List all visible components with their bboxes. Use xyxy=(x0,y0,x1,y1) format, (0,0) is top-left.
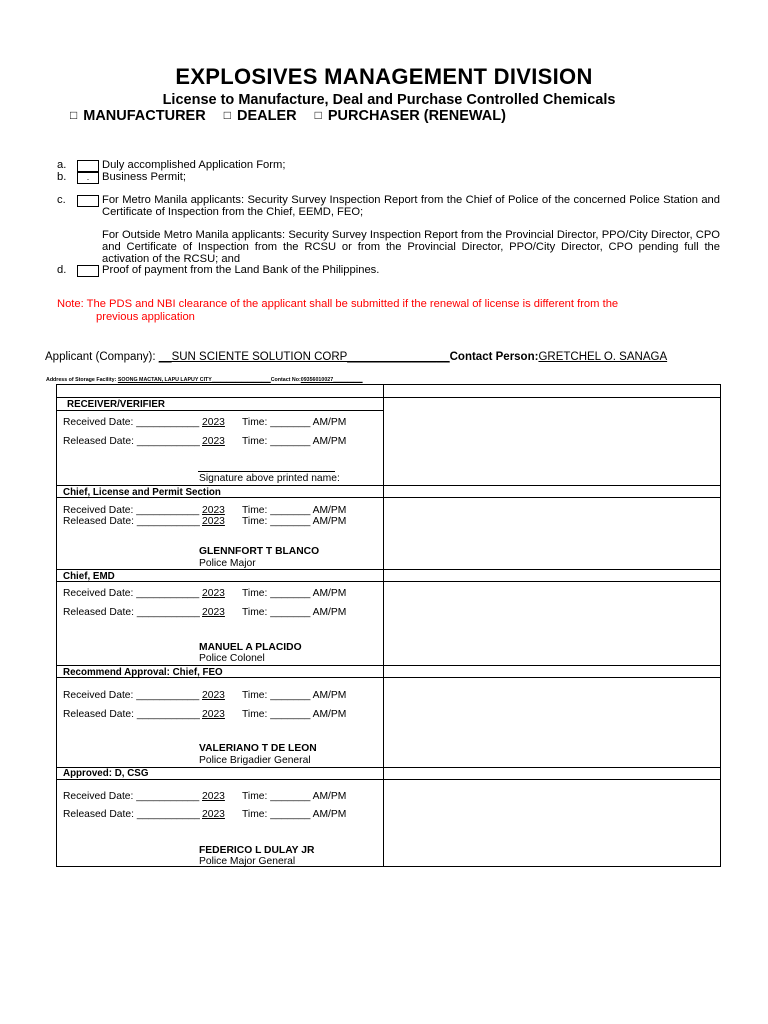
req-text: For Metro Manila applicants: Security Survey Inspection Report from the Chief of Police of the concerned Police Station and Certificate of Inspection from the Chief, EEMD, FEO; xyxy=(102,194,720,218)
released-row xyxy=(63,809,363,823)
officer-rank: Police Brigadier General xyxy=(199,755,311,766)
released-date-field[interactable]: Released Date: ___________ xyxy=(63,516,200,527)
released-row xyxy=(63,709,363,723)
officer-name: VALERIANO T DE LEON xyxy=(199,743,317,754)
received-row xyxy=(63,588,363,602)
time-field[interactable]: Time: _______ AM/PM xyxy=(242,809,347,820)
year-value: 2023 xyxy=(202,516,225,527)
time-field[interactable]: Time: _______ AM/PM xyxy=(242,436,347,447)
contact-person-field[interactable]: GRETCHEL O. SANAGA xyxy=(538,351,668,363)
contact-no-label: Contact No: xyxy=(270,377,301,383)
year-value: 2023 xyxy=(202,436,225,447)
time-field[interactable]: Time: _______ AM/PM xyxy=(242,505,347,516)
year-value: 2023 xyxy=(202,588,225,599)
option-purchaser-renewal[interactable]: □ PURCHASER (RENEWAL) xyxy=(314,108,506,124)
table-rule xyxy=(56,397,721,398)
req-text: Business Permit; xyxy=(102,171,186,183)
req-checkbox[interactable] xyxy=(77,195,99,207)
license-type-options xyxy=(70,108,520,124)
table-rule xyxy=(56,485,721,486)
time-field[interactable]: Time: _______ AM/PM xyxy=(242,690,347,701)
checkbox-icon: □ xyxy=(70,108,78,122)
received-row xyxy=(63,690,363,704)
table-rule xyxy=(56,779,721,780)
time-field[interactable]: Time: _______ AM/PM xyxy=(242,709,347,720)
received-date-field[interactable]: Received Date: ___________ xyxy=(63,791,200,802)
table-rule xyxy=(56,581,721,582)
signature-label: Signature above printed name: xyxy=(199,473,340,484)
released-date-field[interactable]: Released Date: ___________ xyxy=(63,709,200,720)
checkbox-icon: □ xyxy=(223,108,231,122)
req-checkbox[interactable]: . xyxy=(77,172,99,184)
table-rule xyxy=(56,410,384,411)
form-subtitle: License to Manufacture, Deal and Purchase Controlled Chemicals xyxy=(162,92,616,108)
req-text: Duly accomplished Application Form; xyxy=(102,159,286,171)
officer-rank: Police Major General xyxy=(199,856,296,867)
received-date-field[interactable]: Received Date: ___________ xyxy=(63,588,200,599)
time-field[interactable]: Time: _______ AM/PM xyxy=(242,588,347,599)
requirements-list xyxy=(0,158,768,278)
table-rule xyxy=(56,767,721,768)
received-row xyxy=(63,791,363,805)
req-letter: d. xyxy=(57,264,67,276)
applicant-company-field[interactable]: __SUN SCIENTE SOLUTION CORP________________ xyxy=(158,351,450,363)
officer-rank: Police Major xyxy=(199,558,256,569)
checkbox-icon: □ xyxy=(314,108,322,122)
req-checkbox[interactable] xyxy=(77,160,99,172)
section-title-approved: Approved: D, CSG xyxy=(63,768,149,779)
officer-rank: Police Colonel xyxy=(199,653,265,664)
year-value: 2023 xyxy=(202,690,225,701)
officer-name: GLENNFORT T BLANCO xyxy=(199,546,320,557)
year-value: 2023 xyxy=(202,709,225,720)
contact-no-field[interactable]: 09356010027__________ xyxy=(300,377,363,383)
req-text: For Outside Metro Manila applicants: Security Survey Inspection Report from the Provincial Director, PPO/City Director, CPO and Certificate of Inspection from the RCSU or from the Provincial Director, PPO/City Director, CPO pending full the activation of the RCSU; and xyxy=(102,229,720,265)
option-dealer[interactable]: □ DEALER xyxy=(223,108,297,124)
option-manufacturer[interactable]: □ MANUFACTURER xyxy=(70,108,206,124)
signature-line[interactable] xyxy=(198,471,335,472)
req-letter: c. xyxy=(57,194,66,206)
storage-label: Address of Storage Facility: xyxy=(46,377,117,383)
table-divider xyxy=(383,384,384,867)
received-date-field[interactable]: Received Date: ___________ xyxy=(63,505,200,516)
received-date-field[interactable]: Received Date: ___________ xyxy=(63,690,200,701)
renewal-note: Note: The PDS and NBI clearance of the applicant shall be submitted if the renewal of license is different from the previous application xyxy=(57,298,619,323)
released-date-field[interactable]: Released Date: ___________ xyxy=(63,436,200,447)
released-date-field[interactable]: Released Date: ___________ xyxy=(63,607,200,618)
officer-name: FEDERICO L DULAY JR xyxy=(199,845,315,856)
section-title-recommend: Recommend Approval: Chief, FEO xyxy=(63,667,223,678)
applicant-line xyxy=(45,351,725,363)
officer-name: MANUEL A PLACIDO xyxy=(199,642,302,653)
released-date-field[interactable]: Released Date: ___________ xyxy=(63,809,200,820)
storage-line xyxy=(46,377,363,383)
storage-address-field[interactable]: SOONG MACTAN, LAPU LAPUY CITY____________________ xyxy=(117,377,271,383)
form-title: EXPLOSIVES MANAGEMENT DIVISION xyxy=(175,64,593,89)
year-value: 2023 xyxy=(202,417,225,428)
req-letter: b. xyxy=(57,171,67,183)
table-rule xyxy=(56,569,721,570)
req-checkbox[interactable] xyxy=(77,265,99,277)
released-row xyxy=(63,607,363,621)
time-field[interactable]: Time: _______ AM/PM xyxy=(242,516,347,527)
released-row xyxy=(63,436,363,450)
year-value: 2023 xyxy=(202,607,225,618)
req-text: Proof of payment from the Land Bank of the Philippines. xyxy=(102,264,380,276)
section-title-emd: Chief, EMD xyxy=(63,571,115,582)
year-value: 2023 xyxy=(202,505,225,516)
section-title-receiver: RECEIVER/VERIFIER xyxy=(67,399,165,410)
time-field[interactable]: Time: _______ AM/PM xyxy=(242,417,347,428)
time-field[interactable]: Time: _______ AM/PM xyxy=(242,607,347,618)
contact-person-label: Contact Person: xyxy=(449,351,539,363)
year-value: 2023 xyxy=(202,791,225,802)
received-row xyxy=(63,417,363,431)
req-letter: a. xyxy=(57,159,67,171)
table-rule xyxy=(56,665,721,666)
received-date-field[interactable]: Received Date: ___________ xyxy=(63,417,200,428)
section-title-lps: Chief, License and Permit Section xyxy=(63,487,221,498)
applicant-label: Applicant (Company): xyxy=(45,351,156,363)
year-value: 2023 xyxy=(202,809,225,820)
released-row xyxy=(63,516,363,530)
time-field[interactable]: Time: _______ AM/PM xyxy=(242,791,347,802)
